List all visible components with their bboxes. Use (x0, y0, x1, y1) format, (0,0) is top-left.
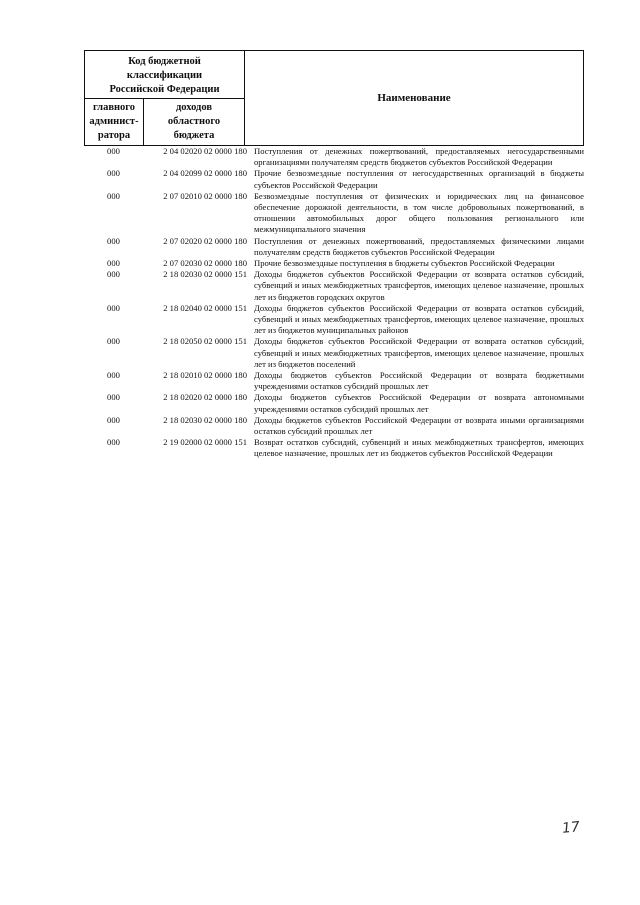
admin-code-cell: 000 (107, 168, 120, 179)
admin-code-cell: 000 (107, 370, 120, 381)
income-code-cell: 2 07 02010 02 0000 180 (163, 190, 247, 201)
header-regional-budget-income: доходов областного бюджета (144, 99, 245, 145)
income-code-cell: 2 19 02000 02 0000 151 (163, 437, 247, 448)
admin-code-cell: 000 (107, 336, 120, 347)
admin-code-cell: 000 (107, 302, 120, 313)
table-row (84, 370, 584, 392)
table-row (84, 236, 584, 258)
income-code-cell: 2 18 02050 02 0000 151 (163, 336, 247, 347)
page-number: 17 (561, 819, 581, 837)
income-code-cell: 2 04 02099 02 0000 180 (163, 168, 247, 179)
income-name-cell: Поступления от денежных пожертвований, предоставляемых негосударственными организациями получателям средств бюджетов субъектов Российской Федерации (254, 146, 584, 168)
income-code-cell: 2 07 02030 02 0000 180 (163, 258, 247, 269)
table-row (84, 168, 584, 190)
income-name-cell: Безвозмездные поступления от физических и юридических лиц на финансовое обеспечение дорожной деятельности, в том числе добровольных пожертвований, в отношении автомобильных дорог общего пользования регионального или межмуниципального значения (254, 190, 584, 235)
admin-code-cell: 000 (107, 146, 120, 156)
admin-code-cell: 000 (107, 235, 120, 246)
income-name-cell: Доходы бюджетов субъектов Российской Федерации от возврата иными организациями остатков субсидий прошлых лет (254, 414, 584, 437)
income-code-cell: 2 18 02030 02 0000 151 (163, 269, 247, 280)
admin-code-cell: 000 (107, 414, 120, 425)
income-name-cell: Прочие безвозмездные поступления от негосударственных организаций в бюджеты субъектов Российской Федерации (254, 168, 584, 190)
table-row (84, 437, 584, 459)
income-code-cell: 2 18 02040 02 0000 151 (163, 302, 247, 313)
table-row (84, 303, 584, 337)
table-row (84, 336, 584, 370)
table-row (84, 191, 584, 236)
table-row (84, 258, 584, 269)
income-code-cell: 2 18 02010 02 0000 180 (163, 370, 247, 381)
admin-code-cell: 000 (107, 392, 120, 403)
table-row (84, 146, 584, 168)
income-code-cell: 2 07 02020 02 0000 180 (163, 235, 247, 246)
income-name-cell: Прочие безвозмездные поступления в бюджеты субъектов Российской Федерации (254, 258, 555, 269)
header-budget-classification-code: Код бюджетной классификации Российской Федерации (85, 51, 245, 99)
income-name-cell: Доходы бюджетов субъектов Российской Федерации от возврата остатков субсидий, субвенций и иных межбюджетных трансфертов, имеющих целевое назначение, прошлых лет из бюджетов муниципальных районов (254, 302, 584, 336)
header-name: Наименование (377, 92, 451, 104)
table-row (84, 392, 584, 414)
admin-code-cell: 000 (107, 190, 120, 201)
admin-code-cell: 000 (107, 258, 120, 269)
admin-code-cell: 000 (107, 437, 120, 448)
income-code-cell: 2 04 02020 02 0000 180 (163, 146, 247, 156)
admin-code-cell: 000 (107, 269, 120, 280)
income-name-cell: Доходы бюджетов субъектов Российской Федерации от возврата автономными учреждениями остатков субсидий прошлых лет (254, 392, 584, 414)
table-body (84, 146, 584, 460)
income-name-cell: Доходы бюджетов субъектов Российской Федерации от возврата остатков субсидий, субвенций и иных межбюджетных трансфертов, имеющих целевое назначение, прошлых лет из бюджетов городских округов (254, 269, 584, 302)
income-code-cell: 2 18 02020 02 0000 180 (163, 392, 247, 403)
income-name-cell: Доходы бюджетов субъектов Российской Федерации от возврата остатков субсидий, субвенций и иных межбюджетных трансфертов, имеющих целевое назначение, прошлых лет из бюджетов поселений (254, 336, 584, 369)
income-name-cell: Возврат остатков субсидий, субвенций и иных межбюджетных трансфертов, имеющих целевое назначение, прошлых лет из бюджетов субъектов Российской Федерации (254, 437, 584, 459)
table-header (84, 50, 584, 146)
income-name-cell: Доходы бюджетов субъектов Российской Федерации от возврата бюджетными учреждениями остатков субсидий прошлых лет (254, 370, 584, 392)
header-chief-administrator: главного админист- ратора (85, 99, 144, 145)
table-row (84, 415, 584, 437)
income-name-cell: Поступления от денежных пожертвований, предоставляемых физическими лицами получателям средств бюджетов субъектов Российской Федерации (254, 235, 584, 257)
income-code-cell: 2 18 02030 02 0000 180 (163, 414, 247, 425)
table-row (84, 269, 584, 303)
